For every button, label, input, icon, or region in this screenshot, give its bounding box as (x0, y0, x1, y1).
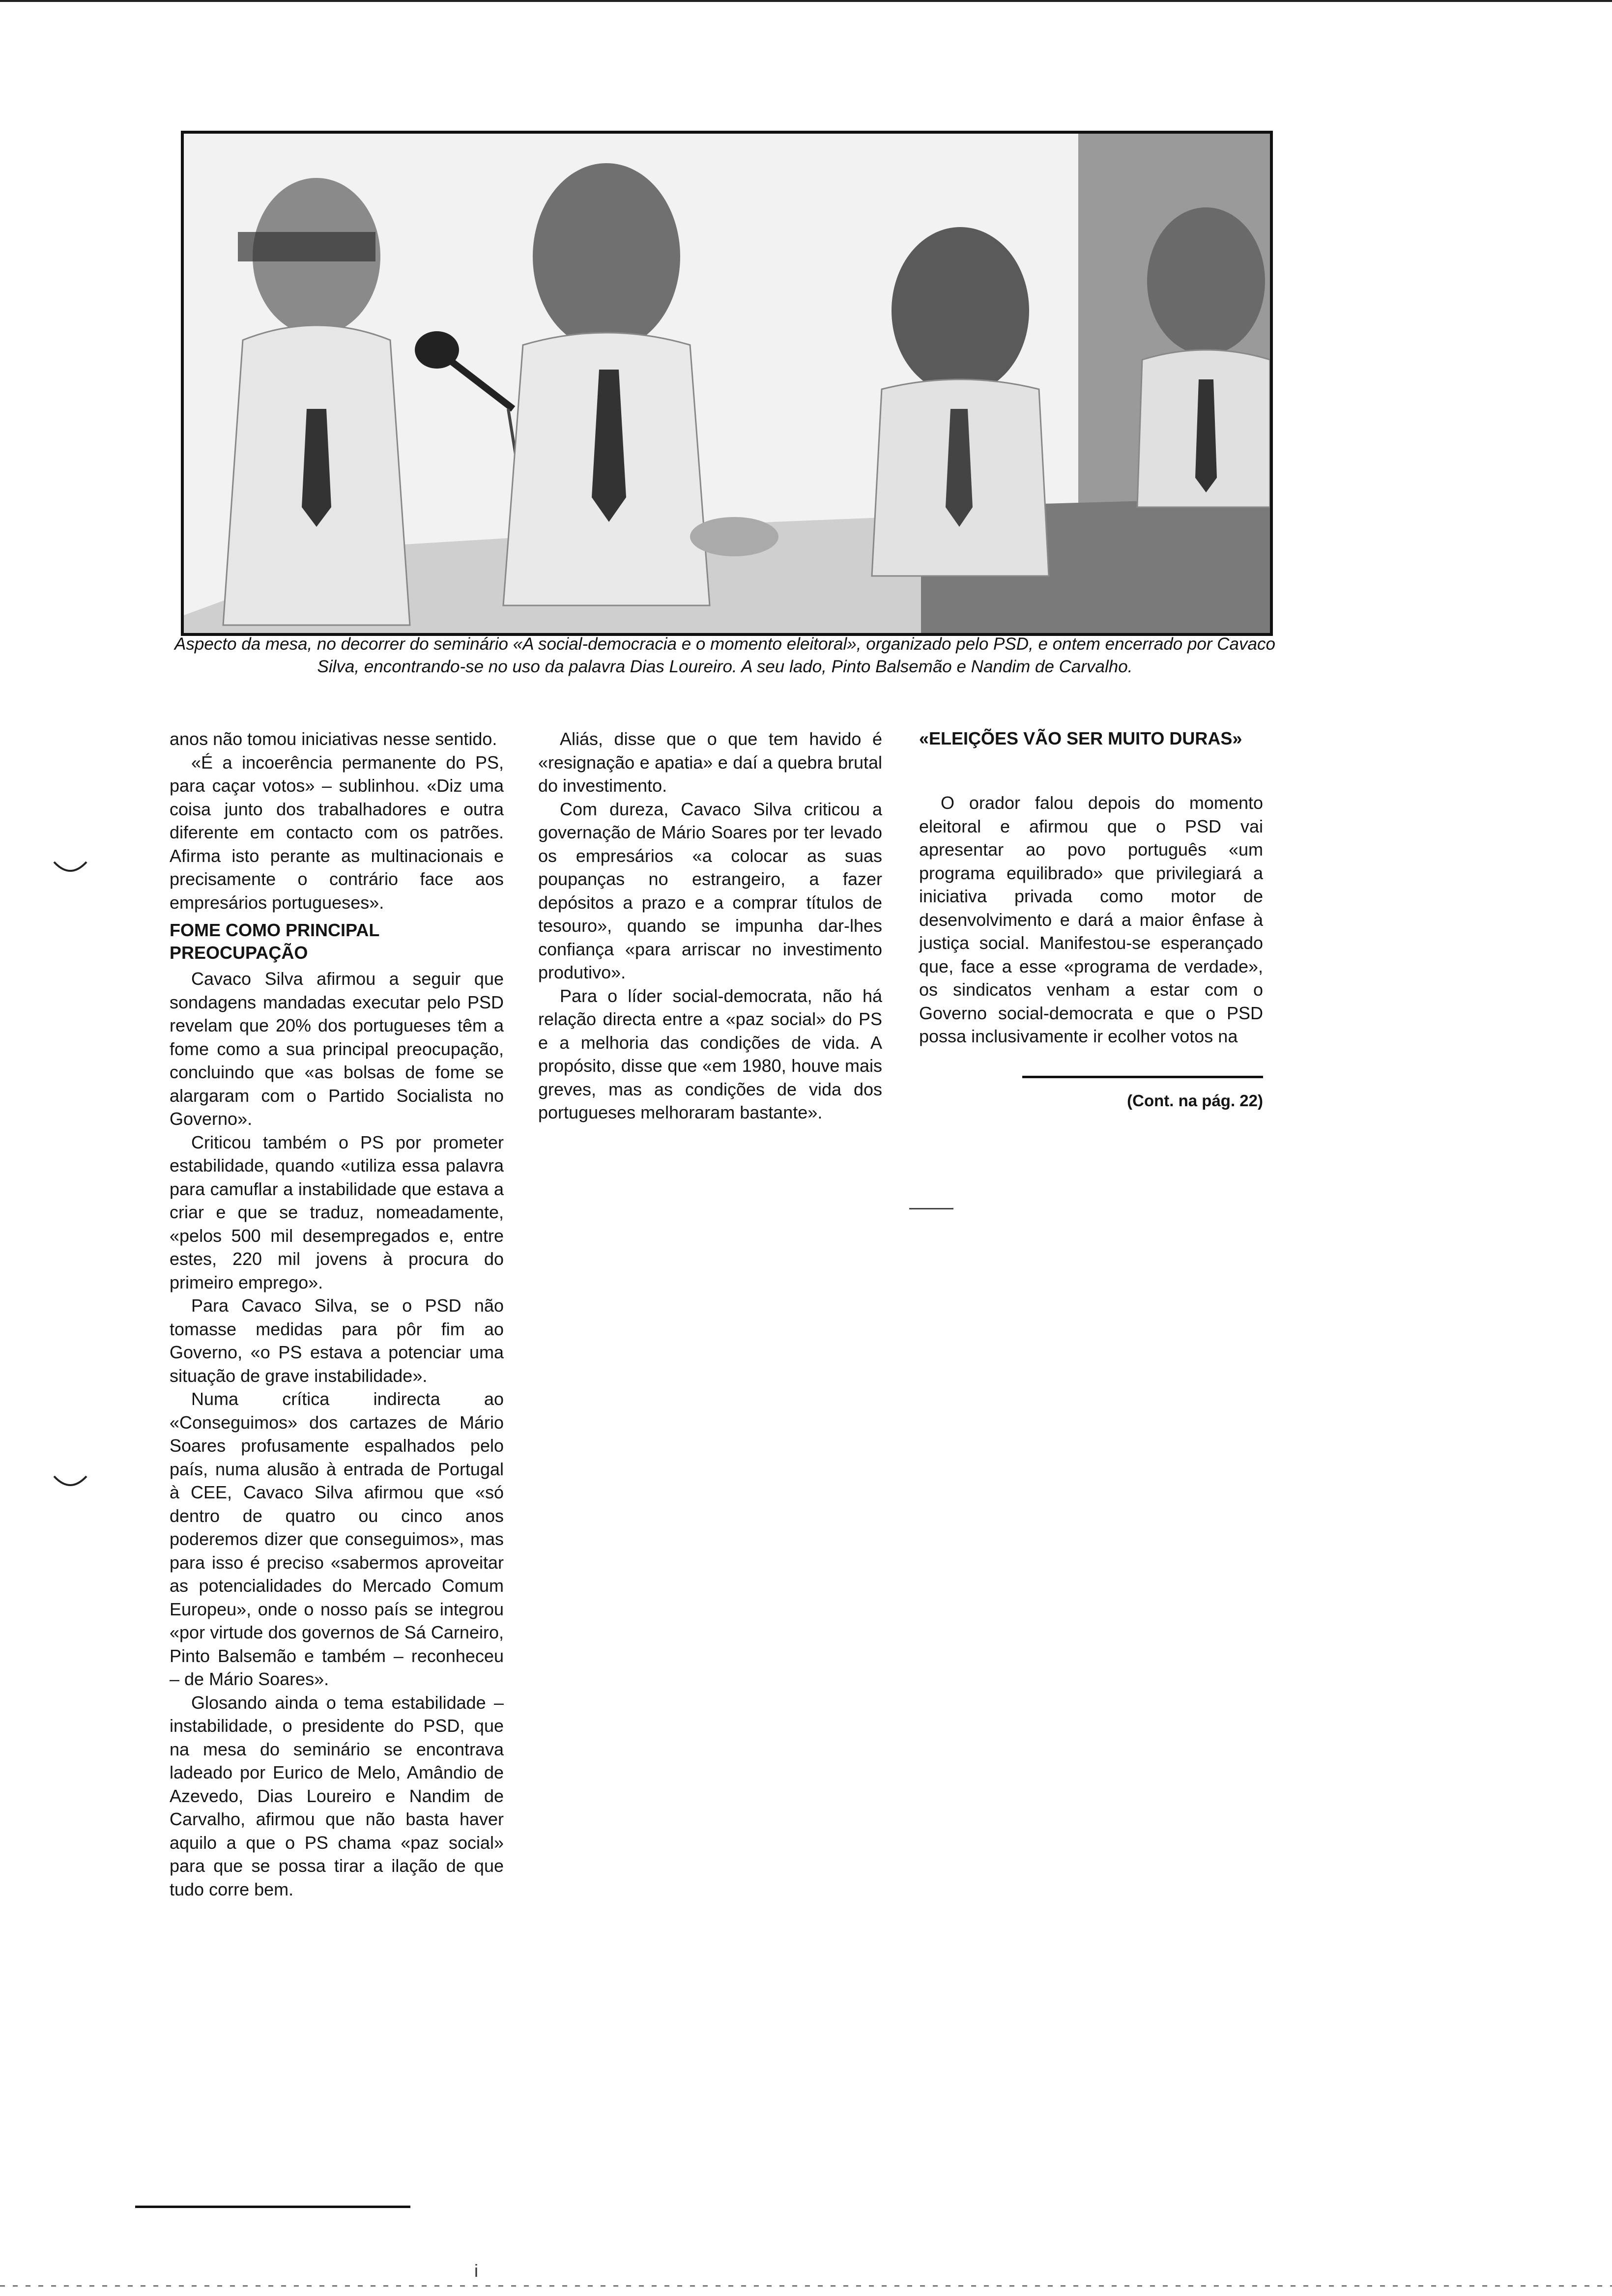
paragraph: «É a incoerência permanente do PS, para caçar votos» – sublinhou. «Diz uma coisa junto dos trabalhadores e outra diferente em contacto com os patrões. Afirma isto perante as multinacionais e precisamente o contrário face aos empresários portugueses». (170, 752, 504, 913)
scan-edge-line (0, 2285, 1612, 2287)
paragraph: Aliás, disse que o que tem havido é «resignação e apatia» e daí a quebra brutal do investimento. (538, 729, 882, 796)
article-column-1 (170, 727, 504, 1901)
section-subhead: «ELEIÇÕES VÃO SER MUITO DURAS» (919, 728, 1242, 748)
punch-mark-icon (53, 860, 87, 875)
punch-mark-icon (53, 1474, 87, 1489)
news-photo (181, 131, 1273, 636)
scan-speck (909, 1208, 953, 1209)
paragraph: O orador falou depois do momento eleitoral e afirmou que o PSD vai apresentar ao povo português «um programa equilibrado» que privilegiará a iniciativa privada como motor de desenvolvimento e dará a maior ênfase à justiça social. Manifestou-se esperançado que, face a esse «programa de verdade», os sindicatos venham a estar com o Governo social-democrata e que o PSD possa inclusivamente ir ecolher votos na (919, 793, 1263, 1046)
page-mark: i (474, 2261, 478, 2281)
paragraph: Numa crítica indirecta ao «Conseguimos» dos cartazes de Mário Soares profusamente espalhados pelo país, numa alusão à entrada de Portugal à CEE, Cavaco Silva afirmou que «só dentro de quatro ou cinco anos poderemos dizer que conseguimos», mas para isso é preciso «sabermos aproveitar as potencialidades do Mercado Comum Europeu», onde o nosso país se integrou «por virtude dos governos de Sá Carneiro, Pinto Balsemão e também – reconheceu – de Mário Soares». (170, 1389, 504, 1689)
top-border-line (0, 0, 1612, 2)
paragraph: Para Cavaco Silva, se o PSD não tomasse medidas para pôr fim ao Governo, «o PS estava a potenciar uma situação de grave instabilidade». (170, 1295, 504, 1386)
paragraph: Criticou também o PS por prometer estabilidade, quando «utiliza essa palavra para camuflar a instabilidade que estava a criar e que se traduz, nomeadamente, «pelos 500 mil desempregados e, entre estes, 220 mil jovens à procura do primeiro emprego». (170, 1132, 504, 1292)
paragraph: anos não tomou iniciativas nesse sentido. (170, 729, 497, 749)
paragraph: Glosando ainda o tema estabilidade – instabilidade, o presidente do PSD, que na mesa do seminário se encontrava ladeado por Eurico de Melo, Amândio de Azevedo, Dias Loureiro e Nandim de Carvalho, afirmou que não basta haver aquilo a que o PS chama «paz social» para que se possa tirar a ilação de que tudo corre bem. (170, 1692, 504, 1899)
section-subhead: FOME COMO PRINCIPAL PREOCUPAÇÃO (170, 920, 379, 963)
photo-caption: Aspecto da mesa, no decorrer do seminário «A social-democracia e o momento eleitoral», organizado pelo PSD, e ontem encerrado por Cavaco Silva, encontrando-se no uso da palavra Dias Loureiro. A seu lado, Pinto Balsemão e Nandim de Carvalho. (174, 634, 1275, 676)
continuation-note: (Cont. na pág. 22) (1127, 1091, 1263, 1110)
paragraph: Com dureza, Cavaco Silva criticou a governação de Mário Soares por ter levado os empresários «a colocar as suas poupanças no estrangeiro, a fazer depósitos a prazo e a comprar títulos de tesouro», quando se impunha dar-lhes confiança «para arriscar no investimento produtivo». (538, 799, 882, 982)
article-end-rule (135, 2206, 410, 2208)
paragraph: Cavaco Silva afirmou a seguir que sondagens mandadas executar pelo PSD revelam que 20% dos portugueses têm a fome como a sua principal preocupação, concluindo que «as bolsas de fome se alargaram com o Partido Socialista no Governo». (170, 969, 504, 1129)
photo-of-panel-icon (184, 134, 1270, 633)
article-column-2 (538, 727, 882, 1124)
article-column-3 (919, 727, 1263, 1112)
paragraph: Para o líder social-democrata, não há relação directa entre a «paz social» do PS e a melhoria das condições de vida. A propósito, disse que «em 1980, houve mais greves, mas as condições de vida dos portugueses melhoraram bastante». (538, 985, 882, 1122)
column-rule (1022, 1076, 1263, 1078)
